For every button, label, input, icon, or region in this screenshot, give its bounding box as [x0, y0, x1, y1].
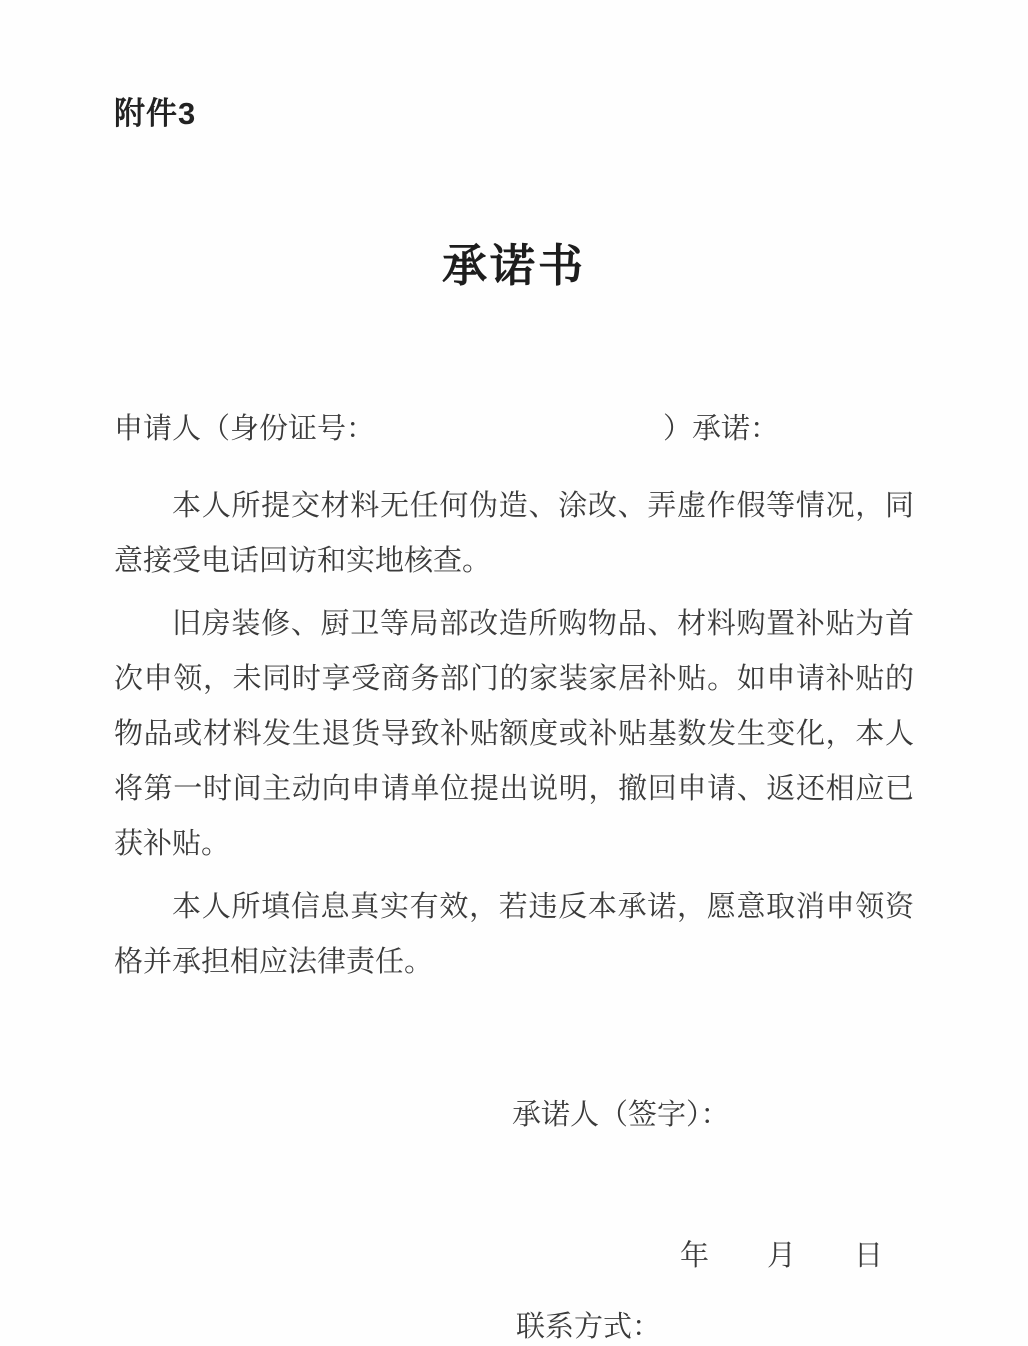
document-title: 承诺书: [441, 241, 586, 291]
attachment-number-label: 附件3: [114, 96, 197, 131]
applicant-id-prefix: 申请人（身份证号：: [114, 413, 376, 445]
date-year-month-day-line: 年 月 日: [680, 1240, 884, 1272]
document-body: [114, 402, 914, 990]
commitment-suffix: ）承诺：: [663, 413, 780, 445]
commitment-paragraph: 本人所填信息真实有效，若违反本承诺，愿意取消申领资格并承担相应法律责任。: [114, 891, 914, 978]
applicant-opening-line: [114, 402, 914, 457]
contact-info-label: 联系方式：: [516, 1311, 662, 1343]
document-content: [114, 0, 914, 1346]
commitment-paragraph: 本人所提交材料无任何伪造、涂改、弄虚作假等情况，同意接受电话回访和实地核查。: [114, 490, 914, 577]
commitment-paragraph: 旧房装修、厨卫等局部改造所购物品、材料购置补贴为首次申领，未同时享受商务部门的家装家居补贴。如申请补贴的物品或材料发生退货导致补贴额度或补贴基数发生变化，本人将第一时间主动向申请单位提出说明，撤回申请、返还相应已获补贴。: [114, 608, 914, 860]
id-number-blank: [375, 437, 663, 438]
signer-signature-label: 承诺人（签字）：: [512, 1099, 730, 1131]
